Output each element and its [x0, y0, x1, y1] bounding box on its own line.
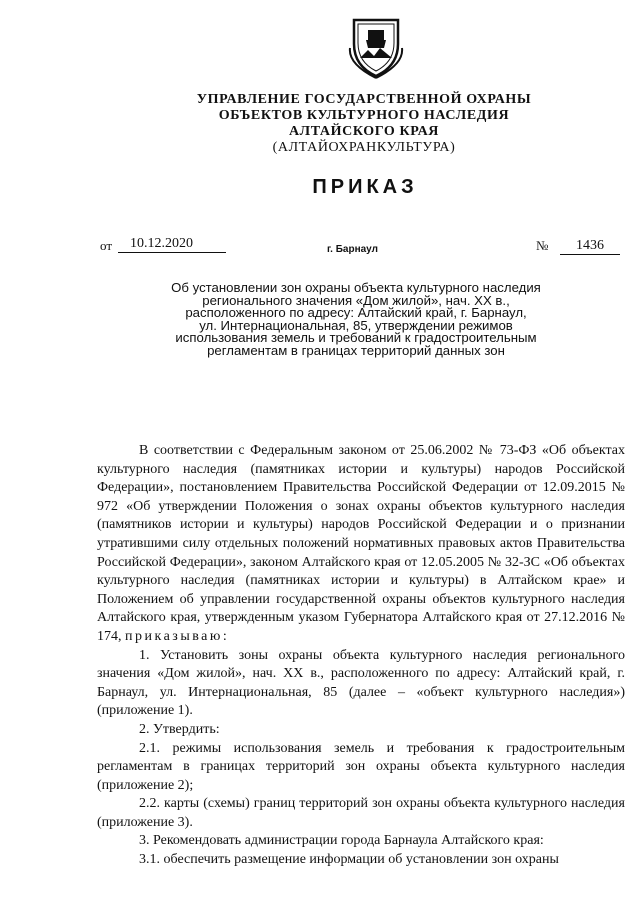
- preamble-text: В соответствии с Федеральным законом от 25.06.2002 № 73-ФЗ «Об объектах культурного наследия (памятниках истории и культуры) народов Российской Федерации», постановлением Правительства Российской Федерации от 12.09.2015 № 972 «Об утверждении Положения о зонах охраны объектов культурного наследия (памятников истории и культуры) народов Российской Федерации и о признании утратившими силу отдельных положений нормативных правовых актов Правительства Российской Федерации», законом Алтайского края от 12.05.2005 № 32-ЗС «Об объектах культурного наследия (памятниках истории и культуры) в Алтайском крае» и Положением об управлении государственной охраны объектов культурного наследия Алтайского края, утвержденным указом Губернатора Алтайского края от 27.12.2016 № 174,: [97, 443, 625, 644]
- header-line-2: ОБЪЕКТОВ КУЛЬТУРНОГО НАСЛЕДИЯ: [218, 108, 510, 123]
- subject-line: Об установлении зон охраны объекта культурного наследия: [171, 280, 541, 295]
- order-item: 3. Рекомендовать администрации города Барнаула Алтайского края:: [139, 833, 544, 849]
- order-item: 3.1. обеспечить размещение информации об установлении зон охраны: [139, 852, 559, 868]
- order-word: приказываю:: [125, 628, 230, 644]
- order-date: 10.12.2020: [118, 236, 226, 253]
- number-label: №: [536, 238, 549, 253]
- order-number: 1436: [560, 238, 620, 255]
- order-item: 2.1. режимы использования земель и требования к градостроительным регламентам в границах территорий зон охраны объекта культурного наследия (приложение 2);: [97, 740, 625, 793]
- header-line-4: (АЛТАЙОХРАНКУЛЬТУРА): [272, 140, 456, 155]
- order-subject: [0, 282, 640, 358]
- document-title-text: ПРИКАЗ: [312, 176, 418, 198]
- order-item: 2.2. карты (схемы) границ территорий зон охраны объекта культурного наследия (приложение 3).: [97, 796, 625, 830]
- order-body: [97, 442, 625, 870]
- header-line-1: УПРАВЛЕНИЕ ГОСУДАРСТВЕННОЙ ОХРАНЫ: [196, 92, 532, 107]
- subject-line: ул. Интернациональная, 85, утверждении режимов: [199, 317, 513, 333]
- subject-line: использования земель и требований к градостроительным: [175, 330, 537, 346]
- subject-line: регламентам в границах территорий данных зон: [207, 342, 505, 358]
- subject-line: регионального значения «Дом жилой», нач. XX в.,: [202, 292, 510, 308]
- city-label: г. Барнаул: [327, 244, 378, 255]
- preamble-paragraph: [97, 442, 625, 647]
- date-label: от: [100, 238, 113, 253]
- header-line-3: АЛТАЙСКОГО КРАЯ: [288, 124, 440, 139]
- order-item: 2. Утвердить:: [139, 721, 220, 737]
- coat-of-arms-emblem-icon: [346, 14, 406, 80]
- order-item: 1. Установить зоны охраны объекта культурного наследия регионального значения «Дом жилой», нач. XX в., расположенного по адресу: Алтайский край, г. Барнаул, ул. Интернациональная, 85 (далее – «объект культурного наследия») (приложение 1).: [97, 647, 625, 719]
- subject-line: расположенного по адресу: Алтайский край, г. Барнаул,: [185, 305, 527, 321]
- document-title: [0, 176, 640, 199]
- agency-header: [0, 92, 640, 156]
- order-meta: [0, 238, 640, 262]
